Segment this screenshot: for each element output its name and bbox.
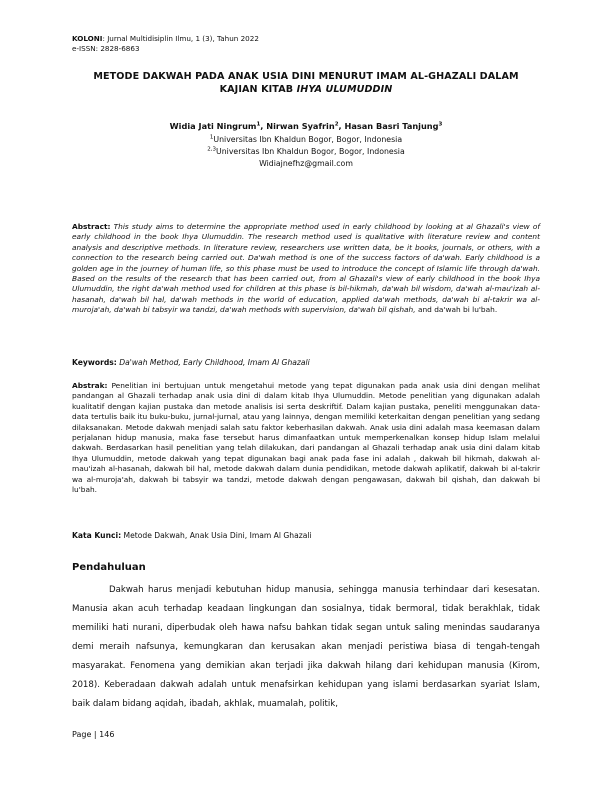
author-list: Widia Jati Ningrum$^1$, Nirwan Syafrin$^2$, Hasan Basri Tanjung$^3$: [169, 121, 443, 131]
keywords-id-text: Metode Dakwah, Anak Usia Dini, Imam Al Ghazali: [123, 531, 312, 540]
title-line-2-prefix: KAJIAN KITAB: [219, 84, 297, 95]
abstract-en-label: Abstract:: [72, 222, 111, 231]
keywords-english: [72, 358, 540, 367]
page-number: Page | 146: [72, 730, 115, 739]
affiliation-1-text: Universitas Ibn Khaldun Bogor, Bogor, Indonesia: [213, 135, 403, 144]
paper-title: [72, 70, 540, 96]
abstract-english: [72, 222, 540, 316]
author-2-sup: 2: [334, 121, 339, 128]
journal-line: [72, 34, 259, 44]
abstract-en-tail: and da'wah bi lu'bah.: [415, 305, 498, 315]
affiliation-2-sup: 2,3: [207, 146, 216, 153]
author-1: Widia Jati Ningrum: [169, 121, 257, 131]
abstract-en-text: This study aims to determine the appropriate method used in early childhood by looking at al Ghazali's view of early childhood in the book Ihya Ulumuddin. The research method used is qualitative with literature review and content analysis and descriptive methods. In literature review, researchers use written data, be it books, journals, or others, with a connection to the research being carried out. Da'wah method is one of the success factors of da'wah. Early childhood is a golden age in the journey of human life, so this phase must be used to introduce the concept of Islamic life through da'wah. Based on the results of the research that has been carried out, from al Ghazali's view of early childhood in the book Ihya Ulumuddin, the right da'wah method used for children at this phase is bil-hikmah, da'wah bil wisdom, da'wah al-mau'izah al-hasanah, da'wah bil hal, da'wah methods in the world of education, applied da'wah methods, da'wah bi al-takrir wa al-muroja'ah, da'wah bi tabsyir wa tandzi, da'wah methods with supervision, da'wah bil qishah,: [72, 222, 540, 315]
author-3-sup: 3: [438, 121, 443, 128]
affiliation-1-sup: 1: [209, 134, 214, 141]
affiliation-1: [72, 134, 540, 146]
issn: e-ISSN: 2828-6863: [72, 43, 140, 53]
intro-body: [72, 581, 540, 714]
abstract-id-text: Penelitian ini bertujuan untuk mengetahui metode yang tepat digunakan pada anak usia dini dengan melihat pandangan al Ghazali terhadap anak usia dini di dalam kitab Ihya Ulumuddin. Metode penelitian yang digunakan adalah kualitatif dengan kajian pustaka dan metode analisis isi serta deskriftif. Dalam kajian pustaka, peneliti menggunakan data-data tertulis baik itu buku-buku, jurnal-jurnal, atau yang lainnya, dengan memiliki keterkaitan dengan penelitian yang sedang dilaksanakan. Metode dakwah menjadi salah satu faktor keberhasilan dakwah. Anak usia dini adalah masa keemasan dalam perjalanan hidup manusia, maka fase tersebut harus dimanfaatkan untuk memperkenalkan konsep hidup Islam melalui dakwah. Berdasarkan hasil penelitian yang telah dilakukan, dari pandangan al Ghazali terhadap anak usia dini dalam kitab Ihya Ulumuddin, metode dakwah yang tepat digunakan bagi anak pada fase ini adalah , dakwah bil hikmah, dakwah al-mau'izah al-hasanah, dakwah bil hal, metode dakwah dalam dunia pendidikan, metode dakwah aplikatif, dakwah bi al-takrir wa al-muroja'ah, dakwah bi tabsyir wa tandzi, metode dakwah dengan pengawasan, dakwah bil qishah, dan dakwah bi lu'bah.: [72, 381, 540, 495]
keywords-indonesian: [72, 531, 540, 540]
journal-header: [72, 34, 259, 53]
author-2: Nirwan Syafrin: [266, 121, 335, 131]
journal-name: KOLONI: [72, 34, 103, 43]
keywords-en-text: Da'wah Method, Early Childhood, Imam Al Ghazali: [119, 358, 310, 367]
author-email: Widiajnefhz@gmail.com: [259, 159, 353, 168]
title-book-name: IHYA ULUMUDDIN: [296, 84, 393, 95]
keywords-id-label: Kata Kunci:: [72, 531, 122, 540]
abstract-indonesian: [72, 381, 540, 495]
author-3: Hasan Basri Tanjung: [344, 121, 439, 131]
author-1-sup: 1: [256, 121, 261, 128]
keywords-en-label: Keywords:: [72, 358, 117, 367]
title-line-1: METODE DAKWAH PADA ANAK USIA DINI MENURUT IMAM AL-GHAZALI DALAM: [93, 71, 519, 82]
affiliation-2: [72, 146, 540, 158]
journal-info: : Jurnal Multidisiplin Ilmu, 1 (3), Tahun 2022: [102, 34, 259, 43]
intro-paragraph: Dakwah harus menjadi kebutuhan hidup manusia, sehingga manusia terhindaar dari kesesatan. Manusia akan acuh terhadap keadaan lingkungan dan sosialnya, tidak bermoral, tidak berakhlak, tidak memiliki hati nurani, diperbudak oleh hawa nafsu bahkan tidak segan untuk saling menindas saudaranya demi meraih nafsunya, kemungkaran dan kerusakan akan menjadi peristiwa biasa di tengah-tengah masyarakat. Fenomena yang demikian akan terjadi jika dakwah hilang dari kehidupan manusia (Kirom, 2018). Keberadaan dakwah adalah untuk menafsirkan kehidupan yang islami berdasarkan syariat Islam, baik dalam bidang aqidah, ibadah, akhlak, muamalah, politik,: [72, 585, 540, 709]
affiliation-2-text: Universitas Ibn Khaldun Bogor, Bogor, Indonesia: [216, 147, 405, 156]
abstract-id-label: Abstrak:: [72, 381, 108, 390]
section-heading: Pendahuluan: [72, 562, 146, 573]
title-line-2: [72, 83, 540, 96]
